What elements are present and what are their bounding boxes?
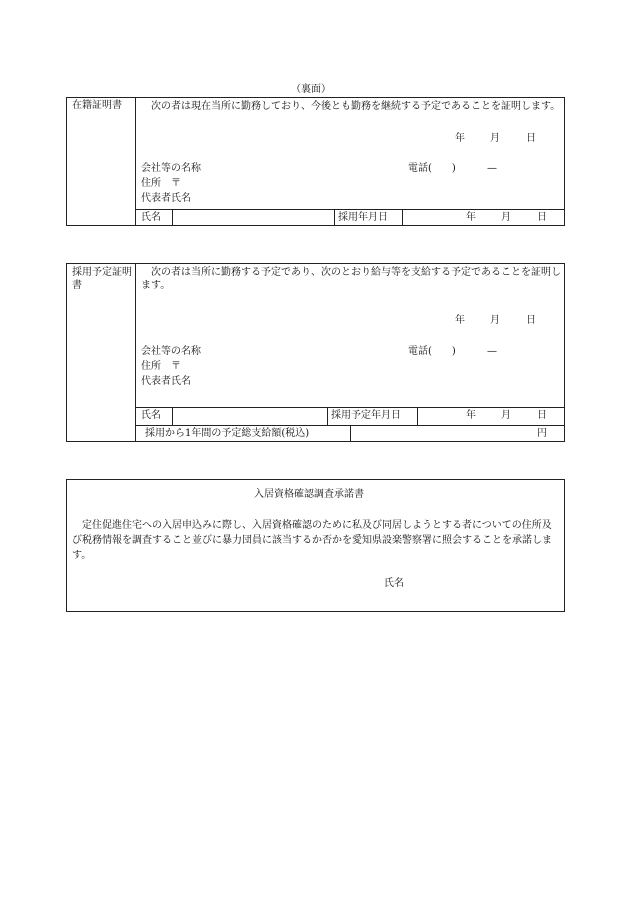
company-name-label: 会社等の名称 — [141, 163, 201, 174]
employment-certificate-frame — [66, 97, 565, 226]
phone-label: 電話( ) — [408, 163, 456, 174]
page-label: （裏面） — [291, 84, 331, 95]
company-name-label: 会社等の名称 — [141, 346, 201, 357]
date-year: 年 — [455, 133, 465, 144]
employment-certificate-text: 次の者は現在当所に勤務しており、今後とも勤務を継続する予定であることを証明します。 — [151, 101, 561, 112]
name-label: 氏名 — [141, 410, 161, 421]
row-year: 年 — [466, 410, 476, 421]
planned-certificate-text: 次の者は当所に勤務する予定であり、次のとおり給与等を支給する予定であることを証明します。 — [141, 267, 561, 291]
phone-dash: — — [487, 346, 497, 357]
date-month: 月 — [490, 133, 500, 144]
representative-name-label: 代表者氏名 — [141, 376, 191, 387]
representative-name-label: 代表者氏名 — [141, 193, 191, 204]
name-label: 氏名 — [141, 212, 161, 223]
phone-label: 電話( ) — [408, 346, 456, 357]
phone-dash: — — [487, 163, 497, 174]
salary-unit: 円 — [537, 428, 547, 439]
hire-date-label: 採用年月日 — [338, 212, 388, 223]
date-day: 日 — [526, 315, 536, 326]
date-year: 年 — [455, 315, 465, 326]
consent-title: 入居資格確認調査承諾書 — [254, 489, 364, 500]
row-month: 月 — [501, 212, 511, 223]
address-label: 住所 〒 — [141, 178, 181, 189]
date-month: 月 — [490, 315, 500, 326]
address-label: 住所 〒 — [141, 361, 181, 372]
row-day: 日 — [537, 212, 547, 223]
consent-text: 定住促進住宅への入居申込みに際し、入居資格確認のために私及び同居しようとする者についての住所及び税務情報を調査すること並びに暴力団員に該当するか否かを愛知県設楽警察署に照会することを承諾します。 — [72, 520, 552, 561]
annual-salary-label: 採用から1年間の予定総支給額(税込) — [145, 428, 310, 439]
row-year: 年 — [466, 212, 476, 223]
date-day: 日 — [526, 133, 536, 144]
planned-hire-date-label: 採用予定年月日 — [331, 410, 401, 421]
planned-certificate-label: 採用予定証明書 — [72, 267, 132, 291]
consent-name-label: 氏名 — [384, 578, 404, 589]
employment-certificate-label: 在籍証明書 — [72, 100, 122, 111]
row-month: 月 — [501, 410, 511, 421]
row-day: 日 — [537, 410, 547, 421]
